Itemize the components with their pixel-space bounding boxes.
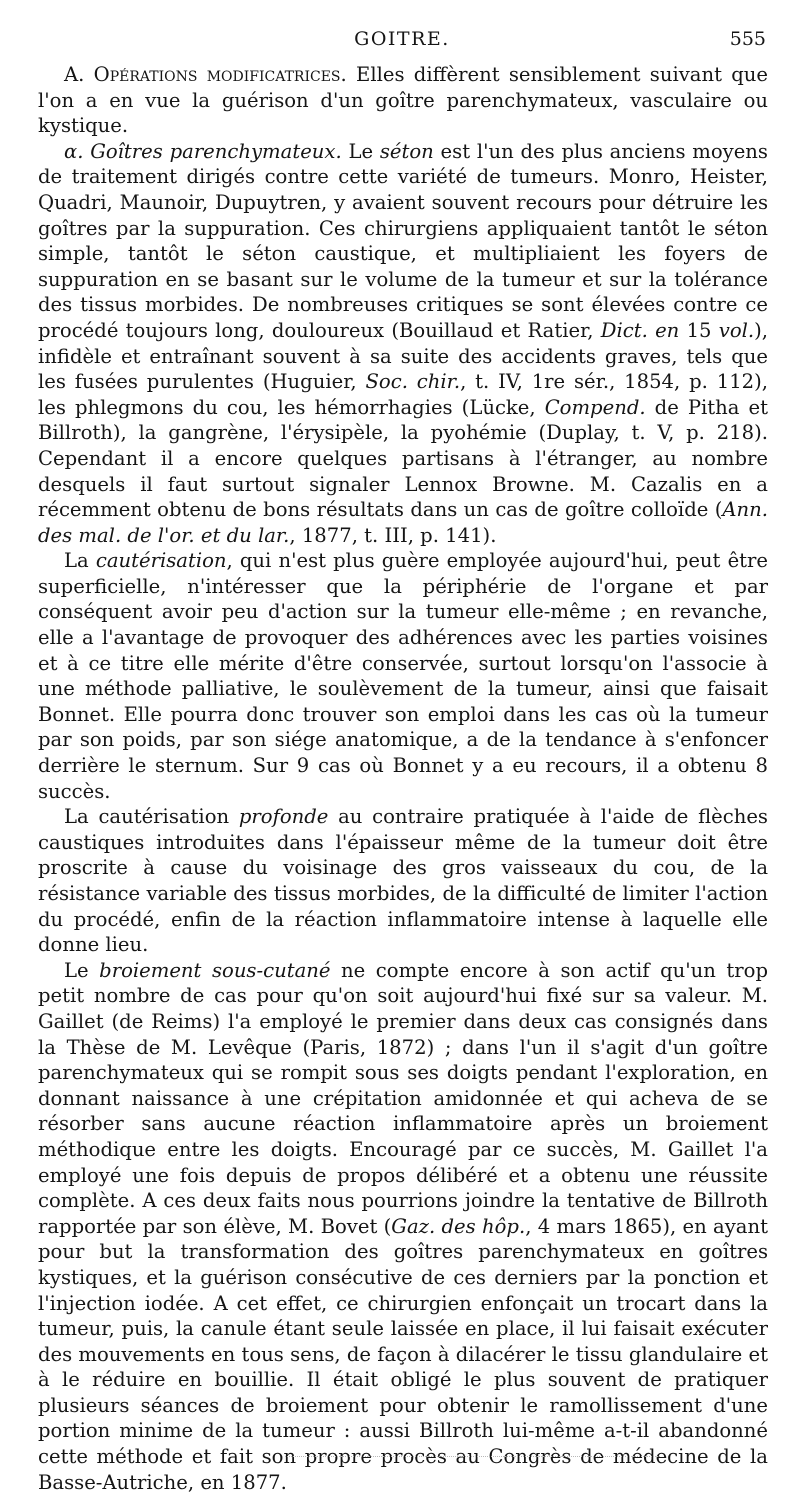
- text-run: A.: [64, 63, 94, 86]
- text-run: , 1877, t. III, p. 141).: [289, 523, 497, 547]
- text-run: ne compte encore à son actif qu'un trop petit nombre de cas pour qu'on soit aujourd'hui fixé sur sa valeur. M. Gaillet (de Reims) l'a employé le premier dans deux cas consignés dans la Thèse de M. Levêque (Paris, 1872) ; dans l'un il s'agit d'un goître parenchymateux qui se rompit sous ses doigts pendant l'exploration, en donnant naissance à une crépitation amidonnée et qui acheva de se résorber sans aucune réaction inflammatoire après un broiement méthodique entre les doigts. Encouragé par ce succès, M. Gaillet l'a employé une fois depuis de propos délibéré et a obtenu une réussite complète. A ces deux faits nous pourrions joindre la tentative de Billroth rapportée par son élève, M. Bovet (: [38, 958, 768, 1238]
- text-run: La: [64, 549, 96, 573]
- footer-rule: [285, 1456, 660, 1457]
- text-run: Le: [341, 139, 380, 163]
- text-run: , 4 mars 1865), en ayant pour but la transformation des goîtres parenchymateux en goîtres kystiques, et la guérison consécutive de ces derniers par la ponction et l'injection iodée. A cet effet, ce chirurgien enfonçait un trocart dans la tumeur, puis, la canule étant seule laissée en place, il lui faisait exécuter des mouvements en tous sens, de façon à dilacérer le tissu glandulaire et à le réduire en bouillie. Il était obligé le plus souvent de pratiquer plusieurs séances de broiement pour obtenir le ramollissement d'une portion minime de la tumeur : aussi Billroth lui-même a-t-il abandonné cette méthode et fait son propre procès au Congrès de médecine de la Basse-Autriche, en 1877.: [38, 1214, 768, 1494]
- body-text: [38, 62, 768, 1495]
- text-run: Compend.: [544, 395, 646, 419]
- paragraph-operations-modificatrices: [38, 62, 768, 139]
- text-run: est l'un des plus anciens moyens de traitement dirigés contre cette variété de tumeurs. Monro, Heister, Quadri, Maunoir, Dupuytren, y avaient souvent recours pour détruire les goîtres par la suppuration. Ces chirurgiens appliquaient tantôt le séton simple, tantôt le séton caustique, et multipliaient les foyers de suppuration en se basant sur le volume de la tumeur et sur la tolérance des tissus morbides. De nombreuses critiques se sont élevées contre ce procédé toujours long, douloureux (Bouillaud et Ratier,: [38, 139, 768, 342]
- paragraph-goitres-parenchymateux: [38, 139, 768, 549]
- text-run: Ann. des mal. de l'or. et du lar.: [38, 498, 768, 547]
- text-run: vol.: [718, 318, 755, 342]
- text-run: Opérations modificatrices.: [93, 63, 347, 86]
- paragraph-broiement-sous-cutane: [38, 958, 768, 1495]
- text-run: Elles diffèrent sensiblement suivant que l'on a en vue la guérison d'un goître parenchymateux, vasculaire ou kystique.: [38, 63, 768, 138]
- text-run: Le: [64, 958, 100, 982]
- text-run: 15: [679, 318, 719, 342]
- text-run: α. Goîtres parenchymateux.: [64, 139, 342, 163]
- paragraph-cauterisation: [38, 548, 768, 804]
- text-run: cautérisation: [95, 549, 227, 573]
- text-run: profonde: [238, 805, 329, 829]
- text-run: Soc. chir.: [365, 370, 461, 394]
- text-run: ), infidèle et entraînant souvent à sa suite des accidents graves, tels que les fusées purulentes (Huguier,: [38, 318, 769, 394]
- text-run: La cautérisation: [64, 805, 239, 829]
- text-run: séton: [379, 139, 434, 163]
- text-run: Gaz. des hôp.: [391, 1214, 526, 1238]
- paragraph-cauterisation-profonde: [38, 804, 768, 958]
- text-run: broiement sous-cutané: [99, 958, 331, 982]
- text-run: de Pitha et Billroth), la gangrène, l'érysipèle, la pyohémie (Duplay, t. V, p. 218). Cependant il a encore quelques partisans à l'étranger, au nombre desquels il faut surtout signaler Lennox Browne. M. Cazalis en a récemment obtenu de bons résultats dans un cas de goître colloïde (: [38, 395, 769, 522]
- text-run: , qui n'est plus guère employée aujourd'hui, peut être superficielle, n'intéresser que la périphérie de l'organe et par conséquent avoir peu d'action sur la tumeur elle-même ; en revanche, elle a l'avantage de provoquer des adhérences avec les parties voisines et à ce titre elle mérite d'être conservée, surtout lorsqu'on l'associe à une méthode palliative, le soulèvement de la tumeur, ainsi que faisait Bonnet. Elle pourra donc trouver son emploi dans les cas où la tumeur par son poids, par son siége anatomique, a de la tendance à s'enfoncer derrière le sternum. Sur 9 cas où Bonnet y a eu recours, il a obtenu 8 succès.: [38, 549, 769, 803]
- page-number: 555: [729, 28, 766, 50]
- running-title: GOITRE.: [354, 28, 450, 50]
- running-head: [38, 28, 766, 58]
- text-run: au contraire pratiquée à l'aide de flèches caustiques introduites dans l'épaisseur même de la tumeur doit être proscrite à cause du voisinage des gros vaisseaux du cou, de la résistance variable des tissus morbides, de la difficulté de limiter l'action du procédé, enfin de la réaction inflammatoire intense à laquelle elle donne lieu.: [38, 805, 768, 957]
- text-run: Dict. en: [600, 318, 680, 342]
- text-run: , t. IV, 1re sér., 1854, p. 112), les phlegmons du cou, les hémorrhagies (Lücke,: [38, 370, 768, 419]
